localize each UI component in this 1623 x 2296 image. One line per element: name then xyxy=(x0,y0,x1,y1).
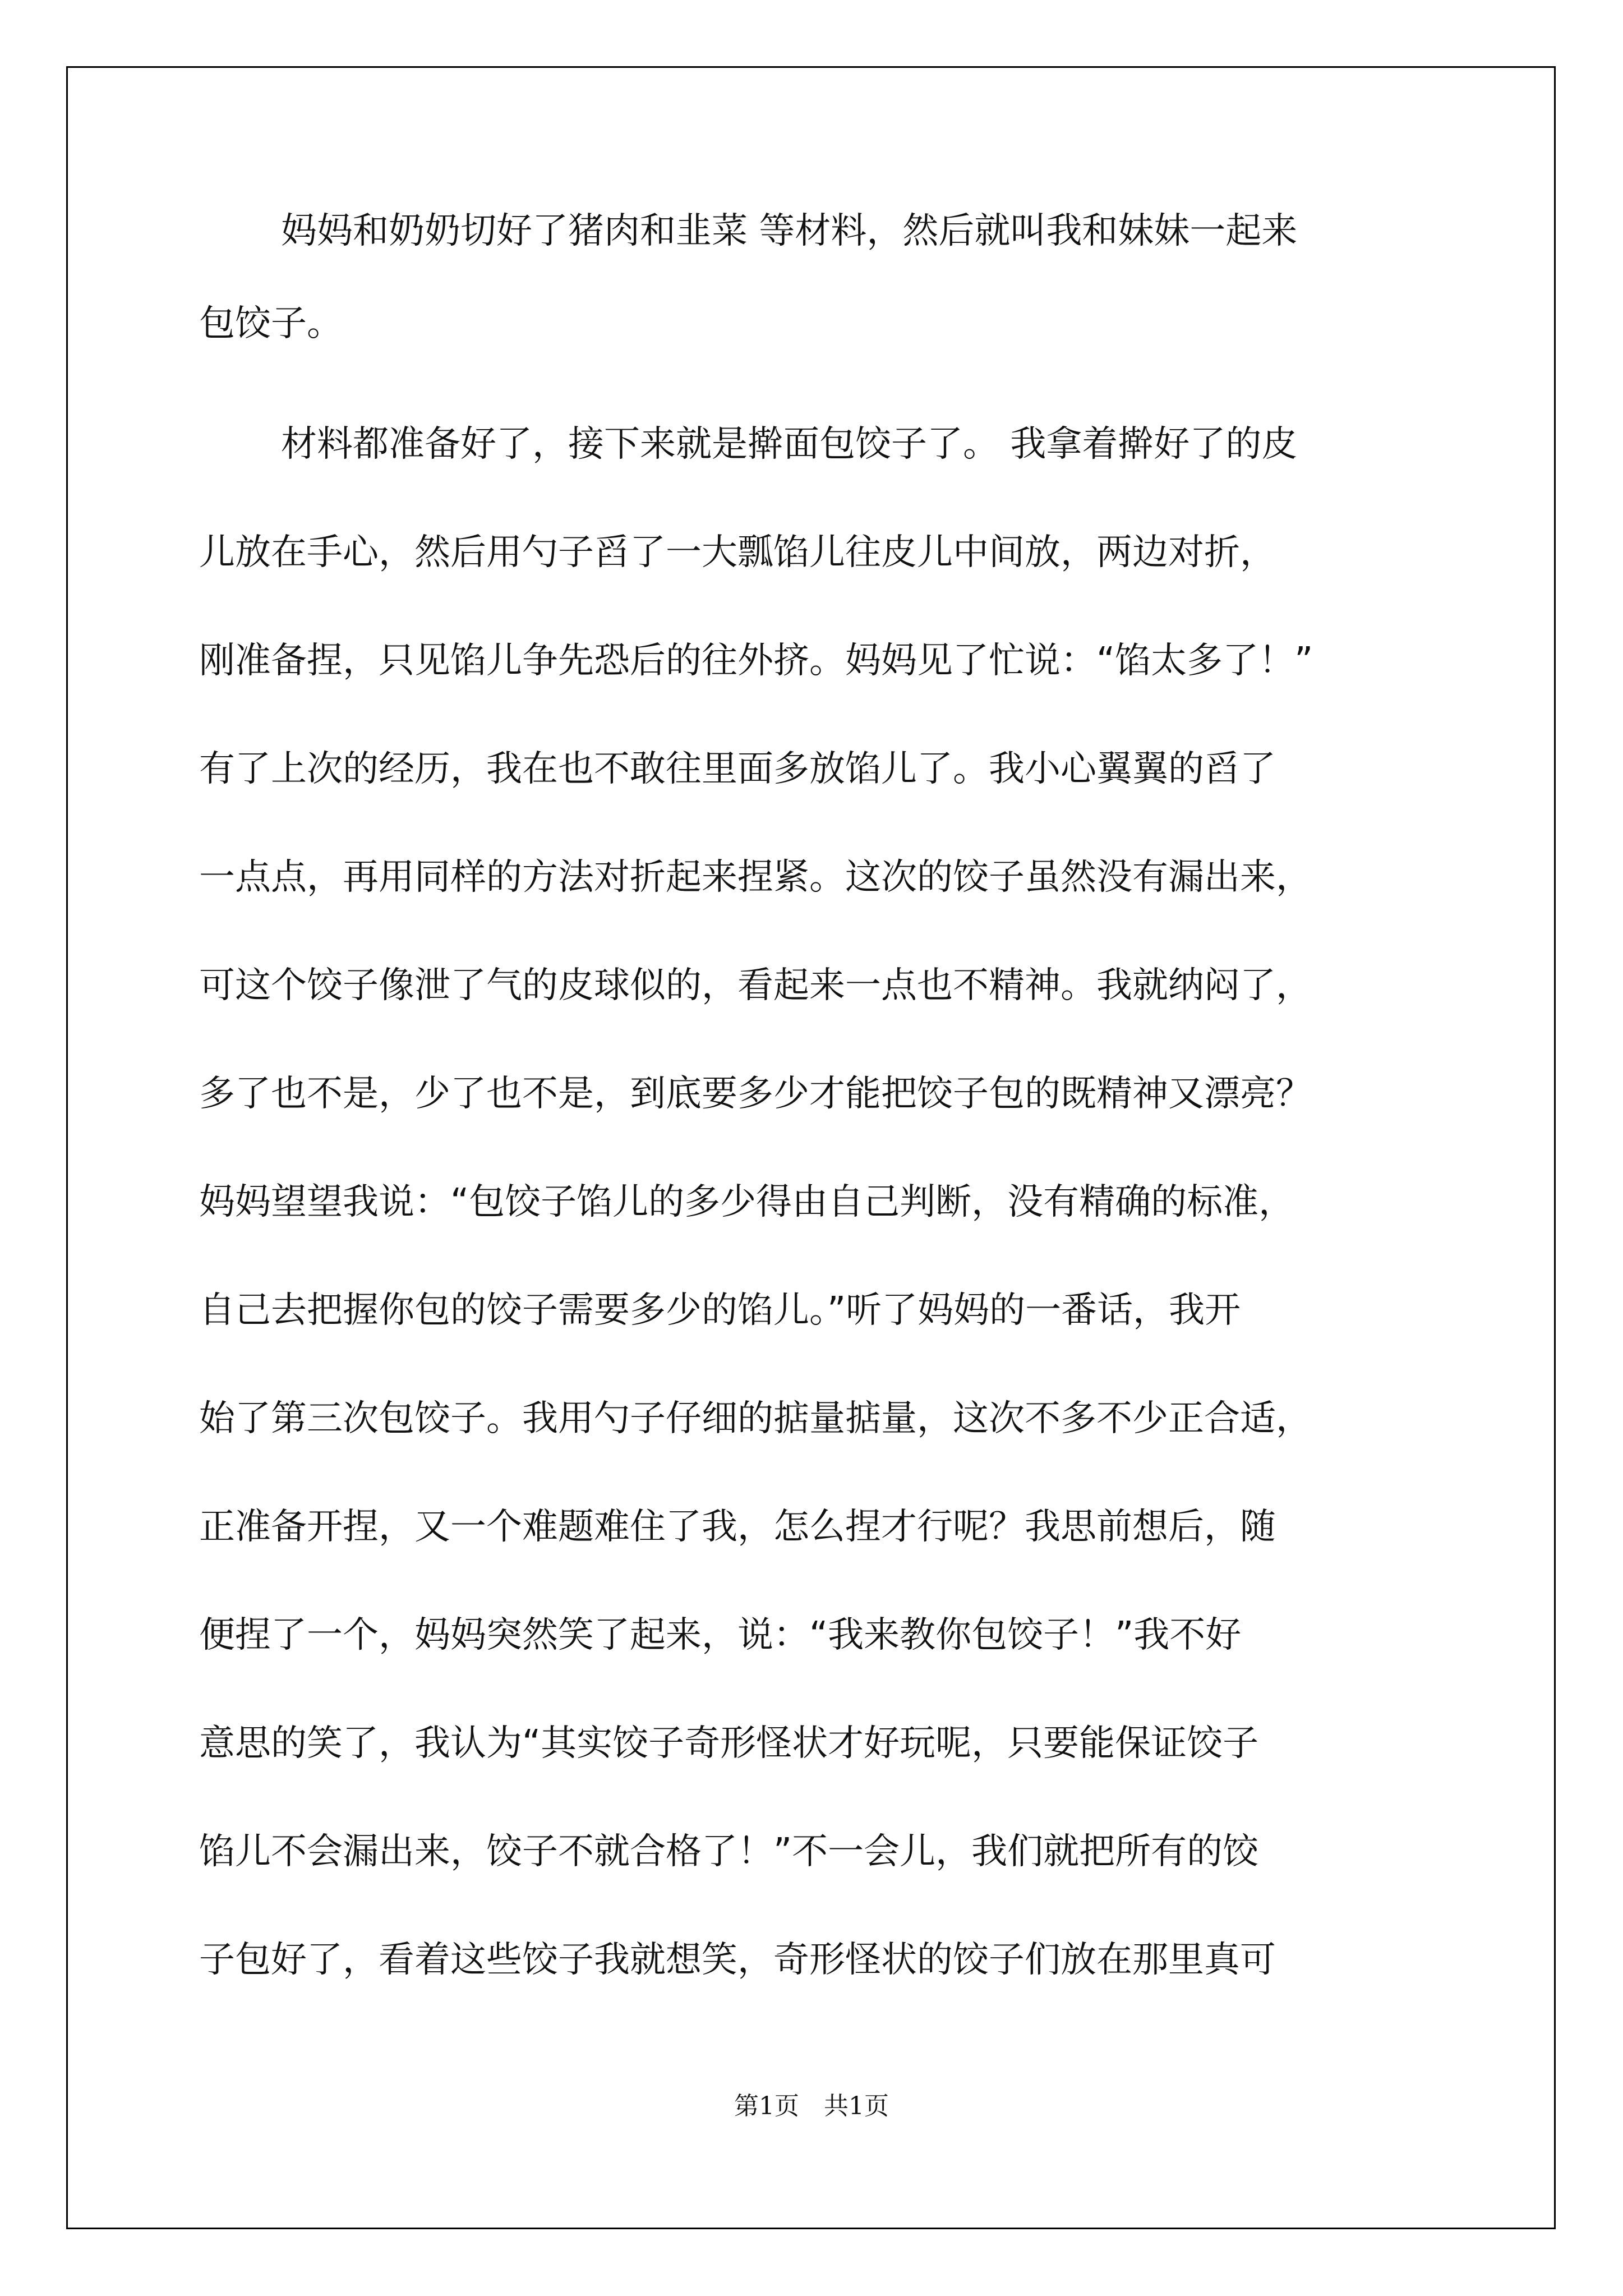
paragraph-2-line-12: 便捏了一个，妈妈突然笑了起来，说：“我来教你包饺子！”我不好 xyxy=(199,1614,1242,1656)
paragraph-2-line-3: 刚准备捏，只见馅儿争先恐后的往外挤。妈妈见了忙说：“馅太多了！” xyxy=(199,640,1313,682)
paragraph-2-line-8: 妈妈望望我说：“包饺子馅儿的多少得由自己判断，没有精确的标准， xyxy=(199,1181,1295,1223)
paragraph-2-line-10: 始了第三次包饺子。我用勺子仔细的掂量掂量，这次不多不少正合适， xyxy=(199,1398,1312,1439)
paragraph-1-line-2: 包饺子。 xyxy=(199,303,343,344)
paragraph-2-line-7: 多了也不是，少了也不是，到底要多少才能把饺子包的既精神又漂亮？ xyxy=(199,1073,1312,1115)
paragraph-2-line-9: 自己去把握你包的饺子需要多少的馅儿。”听了妈妈的一番话，我开 xyxy=(199,1290,1241,1331)
page-number-footer: 第1页 共1页 xyxy=(734,2092,889,2120)
paragraph-1-line-1: 妈妈和奶奶切好了猪肉和韭菜 等材料，然后就叫我和妹妹一起来 xyxy=(281,210,1298,252)
page-border xyxy=(66,66,1556,2229)
paragraph-2-line-5: 一点点，再用同样的方法对折起来捏紧。这次的饺子虽然没有漏出来， xyxy=(199,857,1312,898)
paragraph-2-line-2: 儿放在手心，然后用勺子舀了一大瓢馅儿往皮儿中间放，两边对折， xyxy=(199,532,1276,573)
paragraph-2-line-4: 有了上次的经历，我在也不敢往里面多放馅儿了。我小心翼翼的舀了 xyxy=(199,748,1276,790)
paragraph-2-line-6: 可这个饺子像泄了气的皮球似的，看起来一点也不精神。我就纳闷了， xyxy=(199,965,1312,1006)
paragraph-2-line-11: 正准备开捏，又一个难题难住了我，怎么捏才行呢？我思前想后，随 xyxy=(199,1506,1276,1548)
paragraph-2-line-1: 材料都准备好了，接下来就是擀面包饺子了。 我拿着擀好了的皮 xyxy=(281,424,1298,465)
paragraph-2-line-15: 子包好了，看着这些饺子我就想笑，奇形怪状的饺子们放在那里真可 xyxy=(199,1939,1276,1981)
paragraph-2-line-13: 意思的笑了，我认为“其实饺子奇形怪状才好玩呢，只要能保证饺子 xyxy=(199,1723,1259,1764)
paragraph-2-line-14: 馅儿不会漏出来，饺子不就合格了！”不一会儿，我们就把所有的饺 xyxy=(199,1831,1259,1872)
